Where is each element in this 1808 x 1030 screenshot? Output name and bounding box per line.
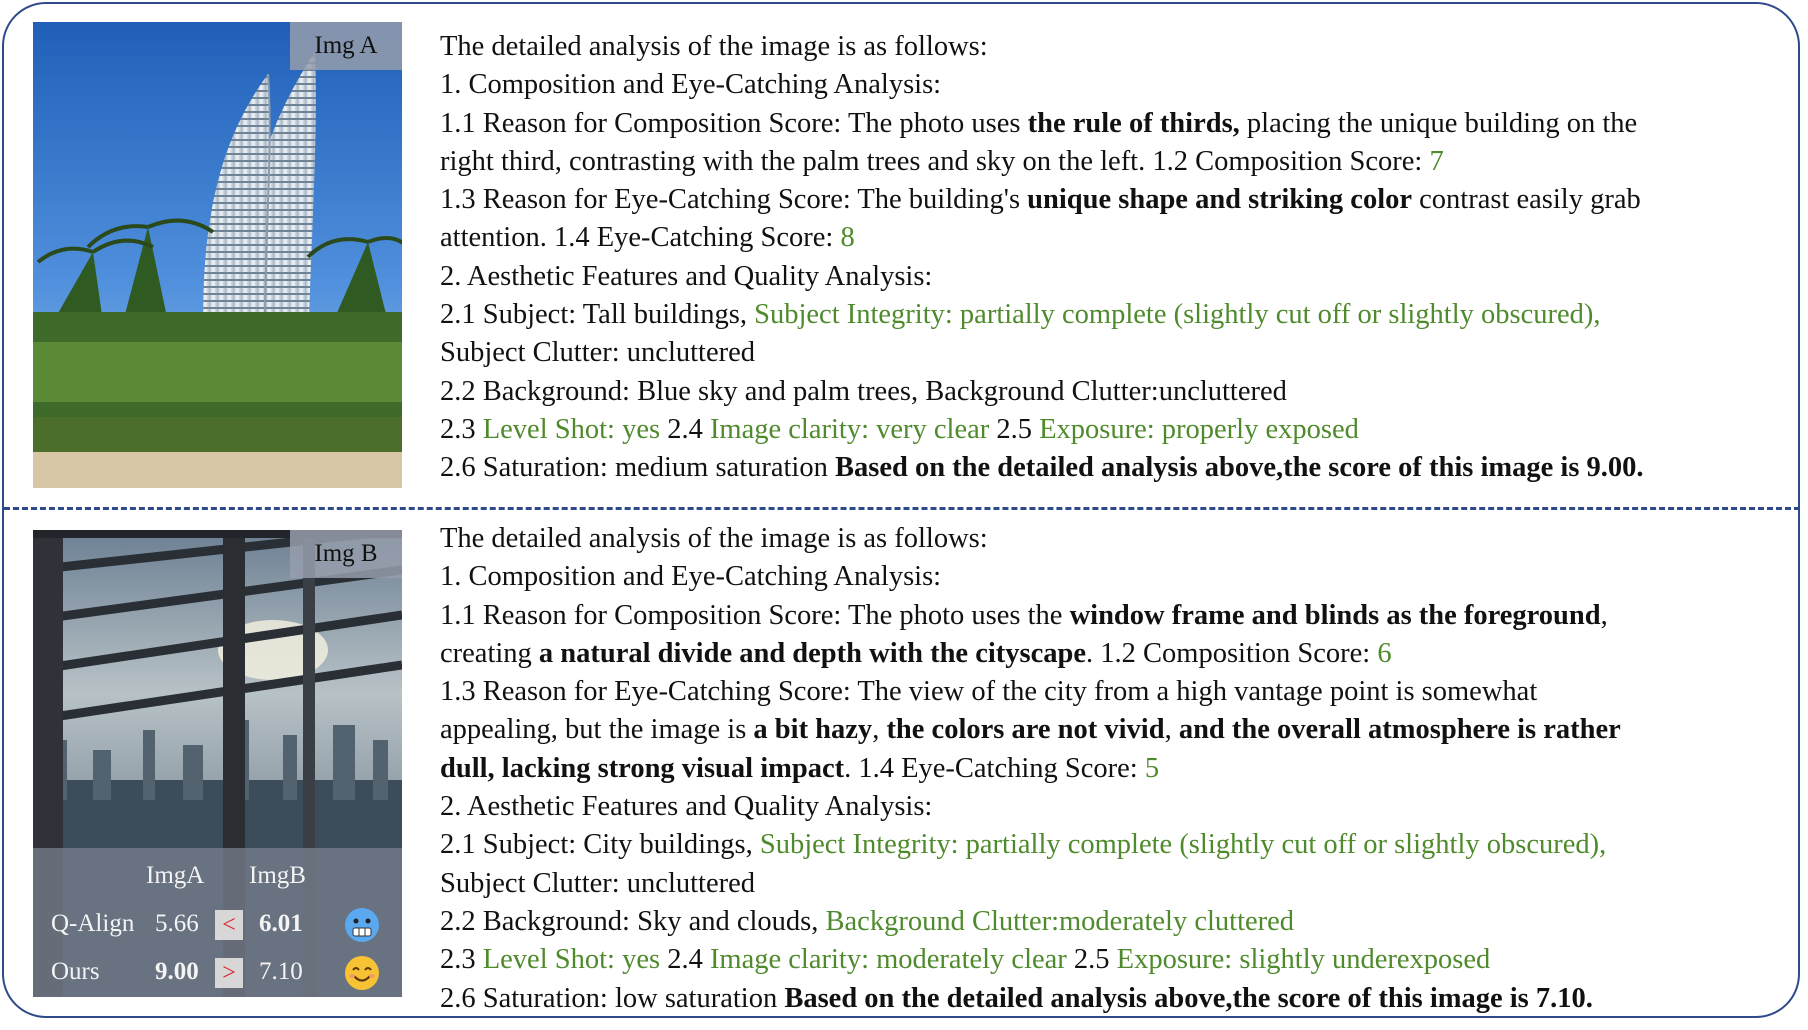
text-run: attention. 1.4 Eye-Catching Score: [440,222,841,254]
analysis-a [440,28,1644,488]
analysis-line [440,635,1621,673]
header-imga: ImgA [146,862,205,889]
highlighted-text: Subject Integrity: partially complete (slightly cut off or slightly obscured), [759,829,1607,861]
text-run: The detailed analysis of the image is as follows: [440,523,988,554]
analysis-line [440,980,1621,1018]
text-run: creating [440,637,539,669]
analysis-line [440,258,1644,296]
text-run: 2.3 [440,944,483,976]
analysis-line [440,520,1621,558]
analysis-line [440,105,1644,143]
table-header [33,856,402,896]
highlighted-text: 6 [1377,637,1392,669]
text-run: . 1.2 Composition Score: [1086,637,1378,669]
analysis-line [440,373,1644,411]
analysis-line [440,66,1644,104]
bold-text: unique shape and striking color [1027,184,1413,216]
analysis-line [440,941,1621,979]
smiling-face-icon [343,954,381,992]
bold-text: a natural divide and depth with the cityscape [538,637,1087,669]
highlighted-text: Image clarity: very clear [709,413,990,445]
table-row-qalign [33,904,402,944]
analysis-line [440,296,1644,334]
image-b-label: Img B [290,530,402,578]
highlighted-text: 5 [1144,752,1160,784]
text-run: 1.1 Reason for Composition Score: The photo uses [440,107,1028,139]
analysis-line [440,711,1621,749]
text-run: 2.2 Background: Blue sky and palm trees, Background Clutter:uncluttered [440,375,1287,407]
highlighted-text: Exposure: properly exposed [1039,413,1359,445]
text-run: . 1.4 Eye-Catching Score: [844,752,1145,784]
text-run: 1. Composition and Eye-Catching Analysis: [440,561,942,593]
header-imgb: ImgB [249,862,306,889]
text-run: , [1600,599,1608,631]
highlighted-text: Level Shot: yes [482,944,661,976]
text-run: 2.6 Saturation: low saturation [440,982,785,1014]
analysis-line [440,558,1621,596]
image-b [33,530,402,997]
text-run: 2. Aesthetic Features and Quality Analysis: [440,791,933,823]
text-run: appealing, but the image is [440,714,754,746]
bold-text: a bit hazy [753,714,873,746]
comparison-sign: < [215,910,243,940]
text-run: 2. Aesthetic Features and Quality Analysis: [440,260,933,292]
text-run: placing the unique building on the [1239,107,1638,139]
analysis-line [440,826,1621,864]
highlighted-text: Image clarity: moderately clear [709,944,1067,976]
text-run: contrast easily grab [1412,184,1641,216]
bold-text: dull, lacking strong visual impact [440,752,845,784]
text-run: 2.1 Subject: City buildings, [440,829,760,861]
analysis-line [440,449,1644,487]
text-run: Subject Clutter: uncluttered [440,337,756,369]
analysis-line [440,181,1644,219]
comparison-sign: > [215,958,243,988]
highlighted-text: 8 [840,222,855,254]
score-b: 7.10 [259,958,303,985]
building-photo [33,22,402,488]
image-a [33,22,402,488]
analysis-line [440,750,1621,788]
highlighted-text: Background Clutter:moderately cluttered [825,905,1295,937]
analysis-b [440,520,1621,1018]
text-run: 2.2 Background: Sky and clouds, [440,905,826,937]
bold-text: the rule of thirds, [1027,107,1240,139]
text-run: 1.3 Reason for Eye-Catching Score: The building's [440,184,1028,216]
highlighted-text: Level Shot: yes [482,413,661,445]
text-run: The detailed analysis of the image is as follows: [440,31,988,62]
text-run: 2.4 [660,413,710,445]
score-comparison-table [33,848,402,997]
text-run: 2.5 [1066,944,1117,976]
score-a: 9.00 [155,958,199,985]
analysis-line [440,28,1644,66]
text-run: , [872,714,887,746]
freezing-face-icon [343,906,381,944]
score-b: 6.01 [259,910,303,937]
table-row-ours [33,952,402,992]
analysis-line [440,219,1644,257]
analysis-line [440,334,1644,372]
method-name: Q-Align [51,910,135,937]
bold-text: Based on the detailed analysis above,the score of this image is 9.00. [834,452,1644,484]
analysis-line [440,597,1621,635]
image-a-label: Img A [290,22,402,70]
bold-text: window frame and blinds as the foreground [1069,599,1601,631]
method-name: Ours [51,958,100,985]
text-run: , [1164,714,1179,746]
text-run: 1.1 Reason for Composition Score: The photo uses the [440,599,1070,631]
text-run: right third, contrasting with the palm trees and sky on the left. 1.2 Composition Score: [440,145,1430,177]
bold-text: and the overall atmosphere is rather [1178,714,1621,746]
highlighted-text: Subject Integrity: partially complete (slightly cut off or slightly obscured), [754,299,1601,331]
text-run: Subject Clutter: uncluttered [440,867,756,899]
analysis-line [440,411,1644,449]
section-divider [4,507,1800,510]
bold-text: the colors are not vivid [886,714,1165,746]
text-run: 2.1 Subject: Tall buildings, [440,299,755,331]
text-run: 1. Composition and Eye-Catching Analysis: [440,69,942,101]
analysis-line [440,865,1621,903]
highlighted-text: Exposure: slightly underexposed [1116,944,1491,976]
text-run: 1.3 Reason for Eye-Catching Score: The view of the city from a high vantage point is somewhat [440,676,1538,708]
score-a: 5.66 [155,910,199,937]
analysis-line [440,903,1621,941]
analysis-line [440,143,1644,181]
analysis-line [440,788,1621,826]
bold-text: Based on the detailed analysis above,the score of this image is 7.10. [784,982,1593,1014]
text-run: 2.4 [660,944,710,976]
text-run: 2.6 Saturation: medium saturation [440,452,835,484]
text-run: 2.3 [440,413,483,445]
analysis-line [440,673,1621,711]
highlighted-text: 7 [1429,145,1444,177]
text-run: 2.5 [989,413,1040,445]
